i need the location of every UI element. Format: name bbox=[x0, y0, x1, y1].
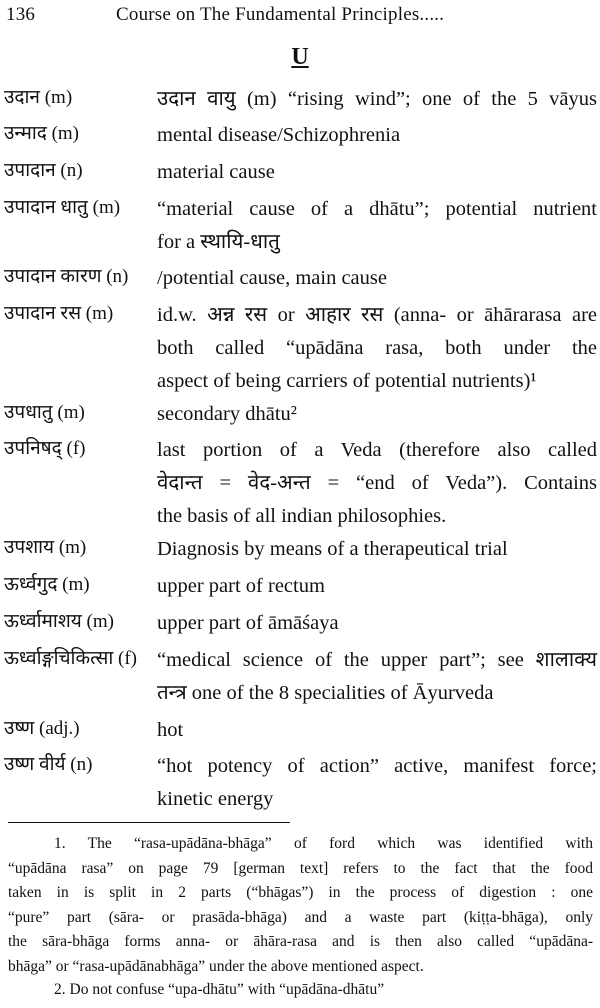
entry-definition bbox=[157, 398, 597, 431]
definition-line: mental disease/Schizophrenia bbox=[157, 124, 401, 146]
entry-term: ऊर्ध्वाङ्गचिकित्सा (f) bbox=[4, 648, 138, 669]
entry-definition bbox=[157, 434, 597, 533]
footnote-line: taken in is split in 2 parts (“bhāgas”) in the process of digestion : one bbox=[8, 884, 593, 901]
entry-definition bbox=[157, 750, 597, 816]
entry-term: उष्ण वीर्य (n) bbox=[4, 754, 93, 775]
entry-definition bbox=[157, 262, 597, 295]
entry-term: उपादान कारण (n) bbox=[4, 266, 129, 287]
entry-term: उपादान धातु (m) bbox=[4, 197, 121, 218]
definition-line: aspect of being carriers of potential nutrients)¹ bbox=[157, 370, 537, 392]
entry-term: ऊर्ध्वगुद (m) bbox=[4, 574, 90, 595]
entry-definition bbox=[157, 193, 597, 259]
definition-line: last portion of a Veda (therefore also called bbox=[157, 439, 597, 461]
entry-definition bbox=[157, 570, 597, 603]
running-title: Course on The Fundamental Principles..... bbox=[116, 4, 445, 25]
footnote-divider bbox=[8, 822, 290, 823]
section-letter: U bbox=[291, 44, 309, 70]
definition-line: hot bbox=[157, 719, 184, 741]
footnote-1 bbox=[8, 832, 593, 979]
entry-term: उदान (m) bbox=[4, 87, 73, 108]
entry-definition bbox=[157, 83, 597, 116]
entry-definition bbox=[157, 533, 597, 566]
definition-line: secondary dhātu² bbox=[157, 403, 297, 425]
entry-term: उपशाय (m) bbox=[4, 537, 87, 558]
footnote-line: the sāra-bhāga forms anna- or āhāra-rasa and is then also called “upādāna- bbox=[8, 933, 593, 950]
entry-term: उपनिषद् (f) bbox=[4, 438, 86, 459]
definition-line: both called “upādāna rasa, both under the bbox=[157, 337, 597, 359]
definition-line: material cause bbox=[157, 161, 275, 183]
definition-line: “hot potency of action” active, manifest force; bbox=[157, 755, 597, 777]
entry-definition bbox=[157, 607, 597, 640]
definition-line: “medical science of the upper part”; see शालाक्य bbox=[157, 649, 597, 671]
definition-line: तन्त्र one of the 8 specialities of Āyurveda bbox=[157, 682, 494, 704]
footnote-line: 2. Do not confuse “upa-dhātu” with “upādāna-dhātu” bbox=[54, 981, 385, 998]
entry-term: उपादान (n) bbox=[4, 160, 83, 181]
definition-line: “material cause of a dhātu”; potential nutrient bbox=[157, 198, 597, 220]
entry-term: ऊर्ध्वामाशय (m) bbox=[4, 611, 114, 632]
entry-term: उन्माद (m) bbox=[4, 123, 80, 144]
entry-term: उपादान रस (m) bbox=[4, 303, 114, 324]
entry-definition bbox=[157, 644, 597, 710]
definition-line: /potential cause, main cause bbox=[157, 267, 387, 289]
entry-definition bbox=[157, 119, 597, 152]
page-number: 136 bbox=[6, 4, 36, 25]
definition-line: वेदान्त = वेद-अन्त = “end of Veda”). Contains bbox=[157, 472, 597, 494]
footnote-line: “upādāna rasa” on page 79 [german text] refers to the fact that the food bbox=[8, 859, 593, 877]
definition-line: the basis of all indian philosophies. bbox=[157, 505, 447, 527]
entry-definition bbox=[157, 156, 597, 189]
page-header bbox=[6, 4, 594, 30]
entry-term: उष्ण (adj.) bbox=[4, 718, 80, 739]
footnote-line: 1. The “rasa-upādāna-bhāga” of ford which was identified with bbox=[54, 835, 593, 852]
footnote-line: bhāga” or “rasa-upādānabhāga” under the above mentioned aspect. bbox=[8, 957, 424, 975]
definition-line: upper part of āmāśaya bbox=[157, 612, 339, 634]
definition-line: for a स्थायि-धातु bbox=[157, 231, 280, 253]
definition-line: id.w. अन्न रस or आहार रस (anna- or āhārarasa are bbox=[157, 304, 597, 326]
entry-definition bbox=[157, 299, 597, 398]
definition-line: उदान वायु (m) “rising wind”; one of the 5 vāyus bbox=[157, 88, 597, 110]
definition-line: upper part of rectum bbox=[157, 575, 325, 597]
entry-definition bbox=[157, 714, 597, 747]
footnote-line: “pure” part (sāra- or prasāda-bhāga) and a waste part (kiṭṭa-bhāga), only bbox=[8, 908, 593, 926]
definition-line: Diagnosis by means of a therapeutical trial bbox=[157, 538, 508, 560]
definition-line: kinetic energy bbox=[157, 788, 274, 810]
entry-term: उपधातु (m) bbox=[4, 402, 85, 423]
footnote-2 bbox=[8, 978, 593, 1003]
